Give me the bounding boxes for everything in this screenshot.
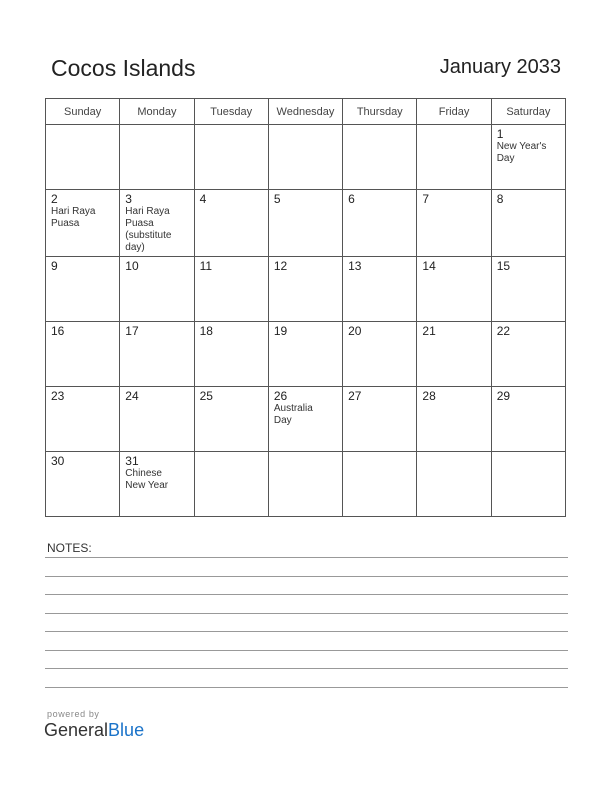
- day-number: 8: [496, 192, 504, 206]
- brand-general-text: General: [44, 720, 109, 740]
- generalblue-logo: [44, 720, 144, 741]
- day-number: 7: [422, 192, 430, 206]
- calendar-week-row: [46, 257, 566, 322]
- calendar-day-cell: [417, 125, 491, 190]
- calendar-week-row: [46, 452, 566, 517]
- day-number: 11: [199, 259, 213, 273]
- weekday-wednesday: Wednesday: [268, 99, 342, 125]
- day-number: 6: [348, 192, 355, 206]
- calendar-day-cell: [343, 190, 417, 257]
- weekday-friday: Friday: [417, 99, 491, 125]
- weekday-monday: Monday: [120, 99, 194, 125]
- notes-label: NOTES:: [47, 541, 92, 555]
- notes-line: [45, 631, 568, 632]
- calendar-body: [46, 125, 566, 517]
- day-number: 5: [273, 192, 281, 206]
- calendar-day-cell: [268, 387, 342, 452]
- day-number: 18: [199, 324, 213, 338]
- day-number: 24: [125, 389, 139, 403]
- calendar-day-cell: [268, 125, 342, 190]
- calendar-day-cell: [194, 257, 268, 322]
- notes-line: [45, 687, 568, 688]
- calendar-day-cell: [491, 125, 565, 190]
- notes-line: [45, 613, 568, 614]
- notes-line: [45, 668, 568, 669]
- calendar-day-cell: [417, 322, 491, 387]
- calendar-day-cell: [491, 387, 565, 452]
- calendar-day-cell: [343, 387, 417, 452]
- holiday-label: Hari Raya: [125, 206, 170, 217]
- calendar-day-cell: [120, 125, 194, 190]
- day-number: 3: [125, 192, 132, 206]
- day-number: 12: [273, 259, 288, 273]
- calendar-day-cell: [194, 322, 268, 387]
- day-number: 31: [125, 454, 139, 468]
- day-number: 28: [422, 389, 436, 403]
- day-number: 25: [199, 389, 213, 403]
- calendar-day-cell: [268, 322, 342, 387]
- holiday-label: Hari Raya: [51, 206, 96, 217]
- calendar-day-cell: [46, 387, 120, 452]
- calendar-week-row: [46, 322, 566, 387]
- calendar-week-row: [46, 387, 566, 452]
- holiday-label: day): [125, 242, 145, 253]
- calendar-day-cell: [343, 257, 417, 322]
- day-number: 17: [125, 324, 139, 338]
- notes-line: [45, 576, 568, 577]
- calendar-day-cell: [120, 452, 194, 517]
- calendar-day-cell: [46, 322, 120, 387]
- weekday-saturday: Saturday: [491, 99, 565, 125]
- calendar-day-cell: [491, 257, 565, 322]
- day-number: 4: [199, 192, 207, 206]
- calendar-day-cell: [120, 257, 194, 322]
- day-number: 23: [51, 389, 65, 403]
- calendar-day-cell: [120, 387, 194, 452]
- holiday-label: Day: [273, 415, 292, 426]
- calendar-day-cell: [417, 257, 491, 322]
- calendar-day-cell: [343, 452, 417, 517]
- holiday-label: New Year's: [496, 141, 547, 152]
- calendar-day-cell: [194, 452, 268, 517]
- calendar-day-cell: [194, 387, 268, 452]
- day-number: 16: [51, 324, 65, 338]
- calendar-day-cell: [194, 125, 268, 190]
- day-number: 14: [422, 259, 436, 273]
- day-number: 20: [348, 324, 362, 338]
- day-number: 9: [51, 259, 58, 273]
- calendar-day-cell: [46, 125, 120, 190]
- day-number: 21: [422, 324, 436, 338]
- day-number: 30: [51, 454, 65, 468]
- calendar-day-cell: [46, 452, 120, 517]
- day-number: 27: [348, 389, 362, 403]
- calendar-day-cell: [268, 452, 342, 517]
- holiday-label: Chinese: [125, 468, 162, 479]
- calendar-week-row: [46, 125, 566, 190]
- calendar-day-cell: [120, 190, 194, 257]
- weekday-tuesday: Tuesday: [194, 99, 268, 125]
- day-number: 26: [273, 389, 288, 403]
- day-number: 29: [496, 389, 511, 403]
- weekday-sunday: Sunday: [46, 99, 120, 125]
- calendar-day-cell: [417, 452, 491, 517]
- calendar-month-title: January 2033: [439, 56, 561, 78]
- calendar-day-cell: [343, 125, 417, 190]
- calendar-day-cell: [491, 190, 565, 257]
- brand-blue-text: Blue: [108, 720, 145, 740]
- calendar-day-cell: [268, 257, 342, 322]
- weekday-header-row: [46, 99, 566, 125]
- calendar-day-cell: [46, 190, 120, 257]
- weekday-thursday: Thursday: [343, 99, 417, 125]
- calendar-day-cell: [491, 452, 565, 517]
- calendar-day-cell: [417, 190, 491, 257]
- powered-by-text: powered by: [47, 709, 100, 719]
- calendar-week-row: [46, 190, 566, 257]
- notes-line: [45, 557, 568, 558]
- calendar-day-cell: [120, 322, 194, 387]
- holiday-label: Puasa: [51, 218, 80, 229]
- calendar-country-title: Cocos Islands: [51, 55, 196, 81]
- holiday-label: Day: [496, 153, 515, 164]
- calendar-day-cell: [343, 322, 417, 387]
- calendar-grid: [45, 98, 566, 517]
- holiday-label: Puasa: [125, 218, 154, 229]
- notes-line: [45, 650, 568, 651]
- day-number: 1: [496, 127, 504, 141]
- holiday-label: (substitute: [125, 230, 172, 241]
- day-number: 13: [348, 259, 362, 273]
- holiday-label: Australia: [273, 403, 313, 414]
- notes-line: [45, 594, 568, 595]
- holiday-label: New Year: [125, 480, 169, 491]
- calendar-day-cell: [491, 322, 565, 387]
- day-number: 10: [125, 259, 139, 273]
- calendar-day-cell: [268, 190, 342, 257]
- day-number: 15: [496, 259, 511, 273]
- day-number: 19: [273, 324, 288, 338]
- calendar-day-cell: [194, 190, 268, 257]
- calendar-day-cell: [417, 387, 491, 452]
- day-number: 22: [496, 324, 511, 338]
- calendar-day-cell: [46, 257, 120, 322]
- day-number: 2: [51, 192, 58, 206]
